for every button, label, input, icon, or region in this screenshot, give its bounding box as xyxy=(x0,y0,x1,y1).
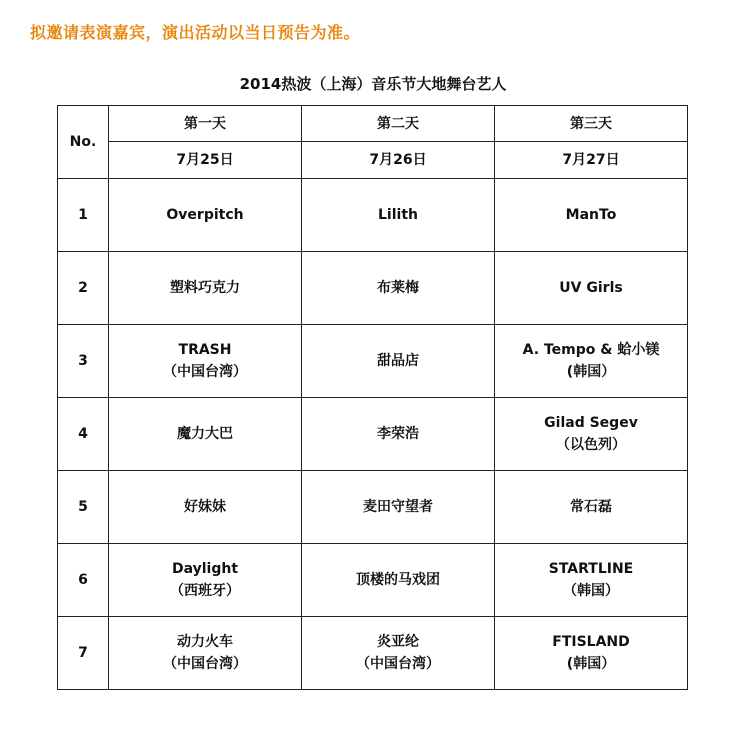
row-number: 2 xyxy=(58,252,109,325)
day-date-3: 7月27日 xyxy=(495,142,688,179)
notice-text: 拟邀请表演嘉宾，演出活动以当日预告为准。 xyxy=(30,23,361,42)
artist-origin: （以色列） xyxy=(556,437,626,453)
artist-name: 炎亚纶 xyxy=(377,634,419,650)
artist-origin: （中国台湾） xyxy=(163,656,247,672)
table-title: 2014热波（上海）音乐节大地舞台艺人 xyxy=(239,75,507,93)
row-number: 6 xyxy=(58,544,109,617)
artist-name: 常石磊 xyxy=(570,499,612,515)
artist-name: 甜品店 xyxy=(377,353,419,369)
row-number: 1 xyxy=(58,179,109,252)
day-label-2: 第二天 xyxy=(302,106,495,142)
artist-name: 布莱梅 xyxy=(377,280,419,296)
artist-name: 麦田守望者 xyxy=(363,499,433,515)
artist-cell xyxy=(109,544,302,617)
artist-name: UV Girls xyxy=(559,280,623,296)
artist-cell xyxy=(495,398,688,471)
artist-cell xyxy=(109,398,302,471)
day-label-3: 第三天 xyxy=(495,106,688,142)
lineup-table xyxy=(57,105,688,690)
artist-cell xyxy=(302,252,495,325)
day-date-1: 7月25日 xyxy=(109,142,302,179)
table-row xyxy=(58,179,688,252)
table-row xyxy=(58,617,688,690)
artist-cell xyxy=(495,325,688,398)
artist-name: Daylight xyxy=(171,561,239,577)
no-header: No. xyxy=(58,106,109,179)
artist-cell xyxy=(495,544,688,617)
artist-cell xyxy=(109,179,302,252)
artist-origin: （西班牙） xyxy=(170,583,240,599)
artist-name: 动力火车 xyxy=(177,634,233,650)
row-number: 3 xyxy=(58,325,109,398)
day-label-1: 第一天 xyxy=(109,106,302,142)
artist-cell xyxy=(302,471,495,544)
artist-cell xyxy=(302,617,495,690)
artist-origin: （中国台湾） xyxy=(356,656,440,672)
artist-cell xyxy=(495,471,688,544)
artist-cell xyxy=(302,325,495,398)
artist-name: 李荣浩 xyxy=(377,426,419,442)
table-row xyxy=(58,471,688,544)
artist-name: Overpitch xyxy=(166,207,244,223)
artist-cell xyxy=(109,617,302,690)
artist-origin: （中国台湾） xyxy=(163,364,247,380)
table-header-row xyxy=(58,106,688,142)
artist-cell xyxy=(302,179,495,252)
artist-name: Lilith xyxy=(378,207,418,223)
day-date-2: 7月26日 xyxy=(302,142,495,179)
artist-origin: (韩国） xyxy=(566,656,616,672)
table-row xyxy=(58,325,688,398)
artist-cell xyxy=(495,617,688,690)
artist-name: FTISLAND xyxy=(552,634,630,650)
artist-cell xyxy=(109,471,302,544)
artist-cell xyxy=(495,252,688,325)
table-date-row xyxy=(58,142,688,179)
artist-name: 顶楼的马戏团 xyxy=(356,572,440,588)
artist-name: STARTLINE xyxy=(548,561,634,577)
table-row xyxy=(58,544,688,617)
artist-name: Gilad Segev xyxy=(544,415,638,431)
table-row xyxy=(58,398,688,471)
artist-name: TRASH xyxy=(178,342,232,358)
artist-origin: (韩国） xyxy=(566,364,616,380)
artist-cell xyxy=(109,325,302,398)
artist-name: 塑料巧克力 xyxy=(170,280,240,296)
artist-name: A. Tempo & 蛤小镁 xyxy=(522,342,660,358)
artist-name: 魔力大巴 xyxy=(177,426,233,442)
row-number: 7 xyxy=(58,617,109,690)
artist-cell xyxy=(109,252,302,325)
artist-cell xyxy=(302,398,495,471)
artist-cell xyxy=(495,179,688,252)
row-number: 4 xyxy=(58,398,109,471)
artist-origin: （韩国） xyxy=(563,583,619,599)
artist-name: 好妹妹 xyxy=(184,499,226,515)
table-row xyxy=(58,252,688,325)
artist-cell xyxy=(302,544,495,617)
row-number: 5 xyxy=(58,471,109,544)
artist-name: ManTo xyxy=(565,207,617,223)
